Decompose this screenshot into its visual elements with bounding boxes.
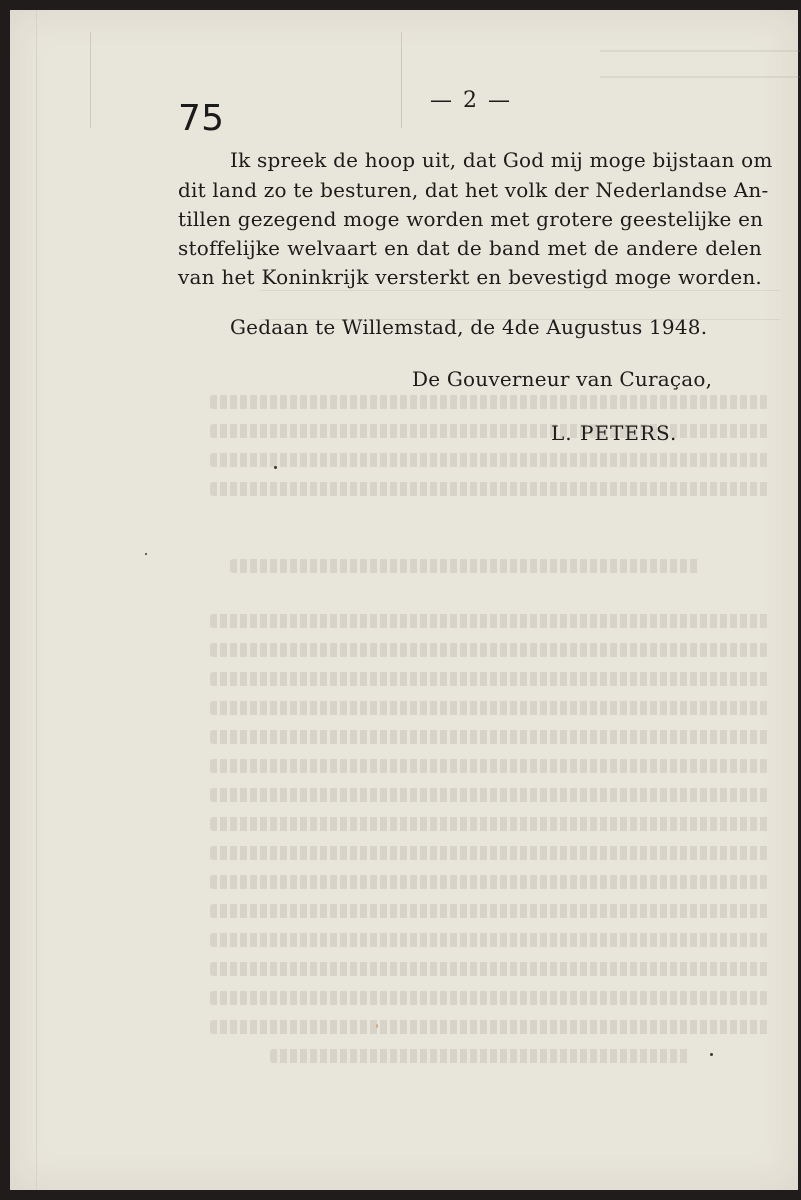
paragraph-line: tillen gezegend moge worden met grotere geestelijke en bbox=[178, 207, 764, 231]
ghost-line bbox=[210, 875, 770, 889]
ghost-line bbox=[270, 1049, 690, 1063]
ghost-line bbox=[210, 991, 770, 1005]
ghost-line bbox=[210, 846, 770, 860]
ghost-line bbox=[210, 482, 770, 496]
ghost-line bbox=[210, 1020, 770, 1034]
ghost-line bbox=[210, 904, 770, 918]
ghost-line bbox=[210, 730, 770, 744]
ghost-line bbox=[210, 817, 770, 831]
ink-speck bbox=[274, 466, 277, 469]
ghost-line bbox=[210, 424, 770, 438]
ghost-line bbox=[210, 701, 770, 715]
ghost-line bbox=[210, 643, 770, 657]
page-stack-edge bbox=[10, 10, 37, 1190]
folio-page-number: — 2 — bbox=[430, 88, 512, 113]
paragraph-line: dit land zo te besturen, dat het volk der Nederlandse An- bbox=[178, 178, 769, 202]
ink-speck bbox=[145, 553, 147, 555]
ghost-line bbox=[210, 614, 770, 628]
ghost-line bbox=[230, 559, 700, 573]
signature-name: L. PETERS. bbox=[551, 421, 678, 445]
received-stamp bbox=[600, 50, 800, 78]
paper-stain bbox=[376, 1024, 378, 1028]
signature-title: De Gouverneur van Curaçao, bbox=[412, 367, 713, 391]
paragraph-line: stoffelijke welvaart en dat de band met de andere delen bbox=[178, 236, 762, 260]
ghost-line bbox=[210, 788, 770, 802]
ghost-line bbox=[210, 933, 770, 947]
dateline: Gedaan te Willemstad, de 4de Augustus 1948. bbox=[230, 315, 708, 339]
ghost-line bbox=[210, 395, 770, 409]
paragraph-line: van het Koninkrijk versterkt en bevestigd moge worden. bbox=[178, 265, 762, 289]
ink-speck bbox=[710, 1053, 713, 1056]
ghost-line bbox=[210, 672, 770, 686]
page-number-handwritten: 75 bbox=[178, 98, 225, 139]
ghost-line bbox=[210, 759, 770, 773]
ghost-line bbox=[210, 453, 770, 467]
paragraph-line: Ik spreek de hoop uit, dat God mij moge bijstaan om bbox=[230, 148, 773, 172]
ghost-line bbox=[210, 962, 770, 976]
faint-stamp-impression bbox=[90, 32, 402, 128]
